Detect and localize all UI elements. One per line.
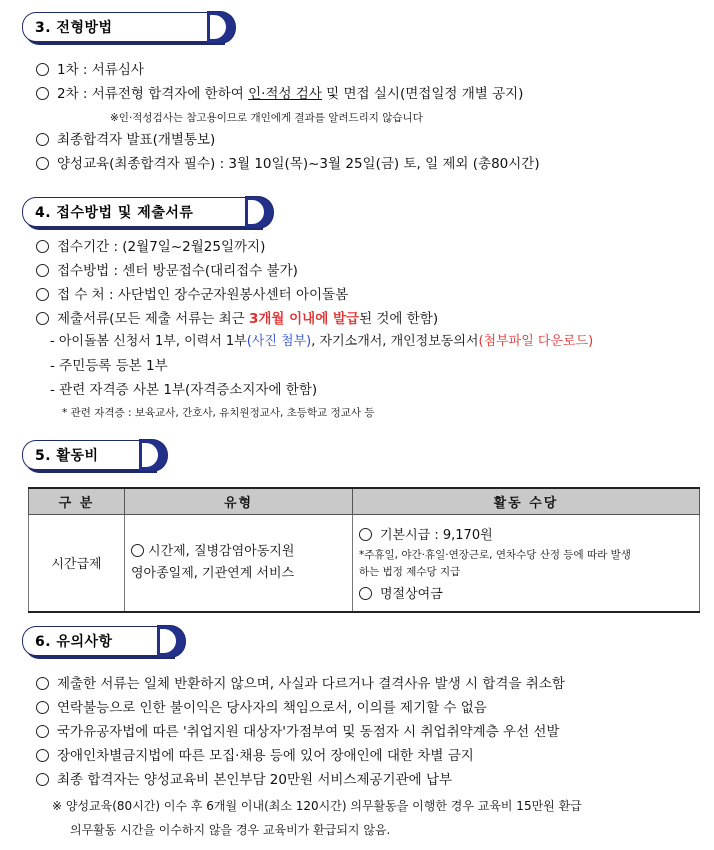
circle-bullet-icon <box>36 63 49 76</box>
s4-doc-1: - 아이돌봄 신청서 1부, 이력서 1부(사진 첨부), 자기소개서, 개인정보동의서(첨부파일 다운로드) <box>50 334 594 349</box>
attachment-download-link[interactable]: (첨부파일 다운로드) <box>478 334 594 349</box>
s6-note-2: 의무활동 시간을 이수하지 않을 경우 교육비가 환급되지 않음. <box>70 823 391 837</box>
circle-bullet-icon <box>36 677 49 690</box>
s6-item-2: 연락불능으로 인한 불이익은 당사자의 책임으로서, 이의를 제기할 수 없음 <box>36 699 487 717</box>
cell-allowance: 기본시급 : 9,170원 *주휴일, 야간·휴일·연장근로, 연차수당 산정 등에 따라 발생 하는 법정 제수당 지급 명절상여금 <box>353 514 700 612</box>
s3-note: ※인·적성검사는 참고용이므로 개인에게 결과를 알려드리지 않습니다 <box>110 112 423 124</box>
s4-doc-2: - 주민등록 등본 1부 <box>50 358 168 374</box>
circle-bullet-icon <box>36 157 49 170</box>
s4-note: * 관련 자격증 : 보육교사, 간호사, 유치원정교사, 초등학교 정교사 등 <box>62 407 375 419</box>
circle-bullet-icon <box>36 312 49 325</box>
circle-bullet-icon <box>36 133 49 146</box>
circle-bullet-icon <box>131 544 144 557</box>
section-4-title: 4. 접수방법 및 제출서류 <box>35 205 194 221</box>
header-allowance: 활동 수당 <box>353 488 700 514</box>
s3-item-4: 양성교육(최종합격자 필수) : 3월 10일(목)~3월 25일(금) 토, 일 제외 (총80시간) <box>36 155 540 173</box>
header-type: 유형 <box>125 488 353 514</box>
section-5-header <box>22 440 154 470</box>
s4-item-2: 접수방법 : 센터 방문접수(대리접수 불가) <box>36 262 298 280</box>
table-row <box>29 514 700 612</box>
circle-bullet-icon <box>36 240 49 253</box>
circle-bullet-icon <box>36 773 49 786</box>
s4-item-4: 제출서류(모든 제출 서류는 최근 3개월 이내에 발급된 것에 한함) <box>36 310 438 328</box>
s3-item-1: 1차 : 서류심사 <box>36 61 144 79</box>
circle-bullet-icon <box>359 587 372 600</box>
s3-item-2: 2차 : 서류전형 합격자에 한하여 인·적성 검사 및 면접 실시(면접일정 개별 공지) <box>36 85 523 103</box>
section-6-title: 6. 유의사항 <box>35 634 113 650</box>
cell-type: 시간제, 질병감염아동지원 영아종일제, 기관연계 서비스 <box>125 514 353 612</box>
circle-bullet-icon <box>359 528 372 541</box>
circle-bullet-icon <box>36 264 49 277</box>
section-6-header <box>22 626 172 656</box>
section-3-header <box>22 12 222 42</box>
s6-item-1: 제출한 서류는 일체 반환하지 않으며, 사실과 다르거나 결격사유 발생 시 합격을 취소함 <box>36 675 565 693</box>
activity-fee-table <box>28 487 700 613</box>
section-5-title: 5. 활동비 <box>35 448 99 464</box>
s6-item-5: 최종 합격자는 양성교육비 본인부담 20만원 서비스제공기관에 납부 <box>36 771 452 789</box>
s6-note-1: ※ 양성교육(80시간) 이수 후 6개월 이내(최소 120시간) 의무활동을 이행한 경우 교육비 15만원 환급 <box>52 799 582 813</box>
circle-bullet-icon <box>36 288 49 301</box>
cell-category: 시간급제 <box>29 514 125 612</box>
header-category: 구 분 <box>29 488 125 514</box>
circle-bullet-icon <box>36 701 49 714</box>
s4-doc-3: - 관련 자격증 사본 1부(자격증소지자에 한함) <box>50 382 318 398</box>
s3-item-3: 최종합격자 발표(개별통보) <box>36 131 215 149</box>
s6-item-3: 국가유공자법에 따른 '취업지원 대상자'가점부여 및 동점자 시 취업취약계층 우선 선발 <box>36 723 559 741</box>
section-4-header <box>22 197 260 227</box>
circle-bullet-icon <box>36 725 49 738</box>
circle-bullet-icon <box>36 749 49 762</box>
s4-item-1: 접수기간 : (2월7일~2월25일까지) <box>36 238 265 256</box>
circle-bullet-icon <box>36 87 49 100</box>
s4-item-3: 접 수 처 : 사단법인 장수군자원봉사센터 아이돌봄 <box>36 286 348 304</box>
s6-item-4: 장애인차별금지법에 따른 모집·채용 등에 있어 장애인에 대한 차별 금지 <box>36 747 474 765</box>
section-3-title: 3. 전형방법 <box>35 20 113 36</box>
